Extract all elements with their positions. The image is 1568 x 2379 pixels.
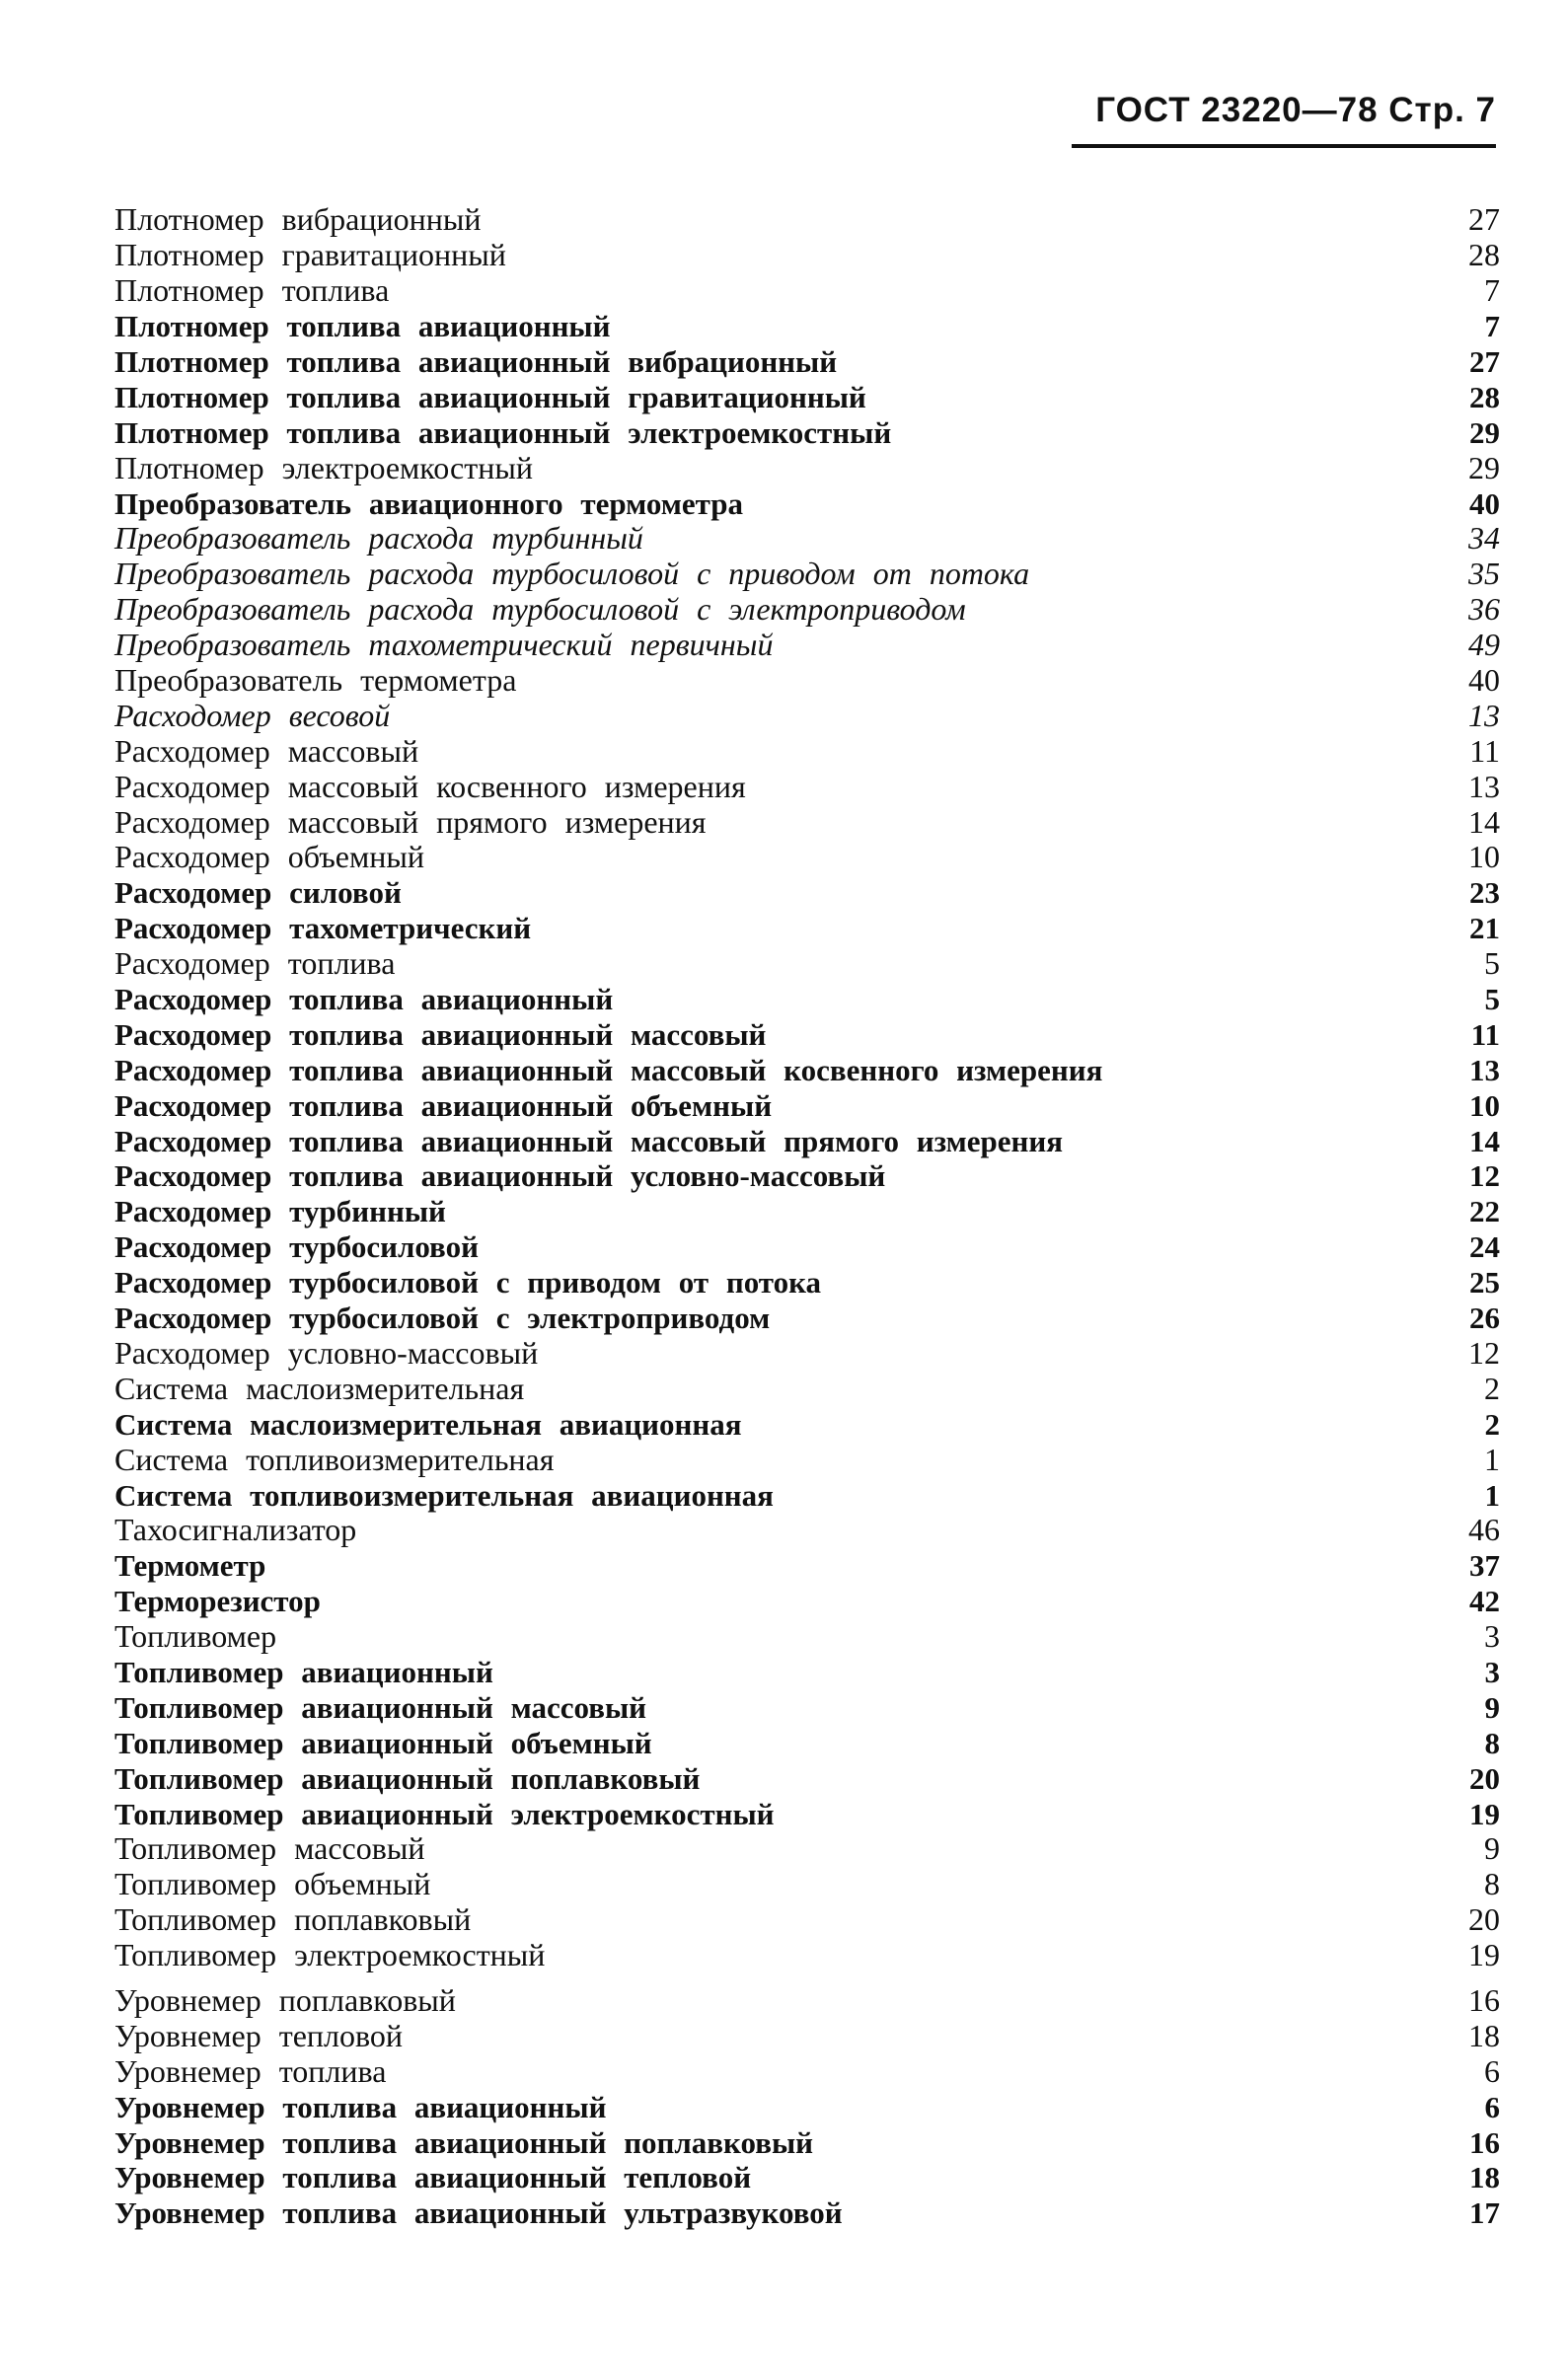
index-term: Плотномер электроемкостный: [114, 449, 533, 485]
index-term: Топливомер авиационный массовый: [114, 1689, 647, 1725]
index-page-number: 9: [1484, 1689, 1500, 1725]
index-entry: [114, 911, 1500, 946]
index-entry: [114, 1584, 1500, 1619]
index-page-number: 40: [1469, 485, 1500, 521]
index-page-number: 5: [1484, 982, 1500, 1017]
index-page-number: 6: [1484, 2089, 1500, 2124]
index-entry: [114, 946, 1500, 982]
index-term: Плотномер гравитационный: [114, 237, 506, 273]
index-term: Преобразователь расхода турбосиловой с приводом от потока: [114, 556, 1030, 592]
index-entry: [114, 1406, 1500, 1442]
index-entry: [114, 2053, 1500, 2089]
index-page-number: 16: [1469, 2124, 1500, 2160]
index-page-number: 14: [1468, 803, 1500, 840]
index-term: Уровнемер топлива авиационный: [114, 2089, 607, 2124]
index-term: Расходомер массовый прямого измерения: [114, 803, 707, 840]
index-page-number: 36: [1468, 591, 1500, 628]
index-page-number: 10: [1468, 839, 1500, 875]
index-term: Уровнемер топлива авиационный тепловой: [114, 2160, 752, 2195]
index-term: Расходомер турбинный: [114, 1194, 446, 1229]
index-term: Расходомер топлива авиационный: [114, 982, 614, 1017]
index-entry: [114, 414, 1500, 450]
index-term: Уровнемер топлива авиационный поплавковый: [114, 2124, 814, 2160]
index-term: Плотномер топлива авиационный электроемкостный: [114, 414, 892, 450]
index-page-number: 8: [1484, 1866, 1500, 1902]
index-term: Уровнемер топлива: [114, 2052, 387, 2089]
index-page-number: 5: [1484, 945, 1500, 982]
index-page-number: 7: [1484, 272, 1500, 309]
index-term: Плотномер топлива авиационный гравитационный: [114, 379, 866, 414]
index-term: Преобразователь термометра: [114, 662, 517, 699]
index-term: Плотномер топлива: [114, 272, 390, 309]
index-entry: [114, 733, 1500, 769]
index-entry: [114, 2018, 1500, 2053]
index-entry: [114, 1725, 1500, 1760]
index-page-number: 11: [1469, 732, 1500, 769]
index-term: Расходомер силовой: [114, 875, 402, 911]
index-entry: [114, 485, 1500, 521]
index-term: Расходомер тахометрический: [114, 911, 532, 946]
index-page-number: 6: [1484, 2052, 1500, 2089]
index-term: Расходомер топлива авиационный массовый косвенного измерения: [114, 1052, 1103, 1087]
index-entry: [114, 982, 1500, 1017]
index-entry: [114, 1087, 1500, 1123]
index-term: Преобразователь тахометрический первичный: [114, 627, 774, 663]
index-entry: [114, 1548, 1500, 1584]
index-page-number: 34: [1468, 520, 1500, 557]
index-entry: [114, 1371, 1500, 1406]
index-term: Расходомер условно-массовый: [114, 1334, 539, 1371]
index-entry: [114, 769, 1500, 804]
index-term: Топливомер авиационный объемный: [114, 1725, 652, 1760]
index-entry: [114, 1938, 1500, 1973]
page-header-title: ГОСТ 23220—78 Стр. 7: [1095, 91, 1496, 129]
index-entry: [114, 1229, 1500, 1265]
index-page-number: 12: [1468, 1334, 1500, 1371]
index-page-number: 19: [1468, 1937, 1500, 1973]
index-term: Расходомер топлива авиационный массовый прямого измерения: [114, 1123, 1064, 1158]
index-term: Расходомер топлива: [114, 945, 396, 982]
index-page-number: 18: [1468, 2017, 1500, 2053]
index-term: Термометр: [114, 1548, 266, 1584]
index-entry: [114, 2124, 1500, 2160]
index-page-number: 29: [1469, 414, 1500, 450]
index-term: Расходомер весовой: [114, 697, 391, 733]
index-term: Тахосигнализатор: [114, 1512, 357, 1548]
index-page-number: 12: [1469, 1158, 1500, 1194]
index-page-number: 17: [1469, 2195, 1500, 2231]
index-term: Уровнемер тепловой: [114, 2017, 404, 2053]
index-page-number: 37: [1469, 1548, 1500, 1584]
index-entry: [114, 1902, 1500, 1938]
index-entry: [114, 1983, 1500, 2019]
index-term: Расходомер турбосиловой с электроприводом: [114, 1301, 771, 1336]
page-header: [1056, 91, 1496, 152]
index-entry: [114, 1265, 1500, 1301]
index-page-number: 7: [1484, 309, 1500, 344]
index-term: Расходомер массовый косвенного измерения: [114, 768, 746, 804]
index-page-number: 42: [1469, 1584, 1500, 1619]
index-page-number: 46: [1468, 1512, 1500, 1548]
index-entry: [114, 628, 1500, 663]
index-page-number: 27: [1468, 201, 1500, 238]
index-entry: [114, 521, 1500, 557]
index-page-number: 16: [1468, 1981, 1500, 2018]
index-entry: [114, 1052, 1500, 1087]
index-term: Топливомер электроемкостный: [114, 1937, 546, 1973]
index-entry: [114, 1123, 1500, 1158]
index-term: Плотномер топлива авиационный вибрационный: [114, 344, 838, 379]
index-term: Система топливоизмерительная авиационная: [114, 1477, 774, 1513]
index-term: Система топливоизмерительная: [114, 1441, 555, 1477]
index-entry: [114, 2160, 1500, 2195]
index-term: Топливомер массовый: [114, 1830, 425, 1867]
index-term: Расходомер топлива авиационный объемный: [114, 1087, 773, 1123]
index-term: Топливомер поплавковый: [114, 1901, 472, 1938]
index-page-number: 22: [1469, 1194, 1500, 1229]
index-term: Топливомер авиационный электроемкостный: [114, 1796, 775, 1831]
index-page-number: 20: [1468, 1901, 1500, 1938]
index-entry: [114, 1477, 1500, 1513]
index-page-number: 28: [1468, 237, 1500, 273]
index-page-number: 1: [1484, 1441, 1500, 1477]
index-term: Расходомер турбосиловой с приводом от потока: [114, 1265, 822, 1301]
index-page-number: 25: [1469, 1265, 1500, 1301]
index-entry: [114, 1796, 1500, 1831]
index-entry: [114, 309, 1500, 344]
index-entry: [114, 1301, 1500, 1336]
index-term: Терморезистор: [114, 1584, 321, 1619]
index-term: Расходомер топлива авиационный условно-массовый: [114, 1158, 886, 1194]
index-term: Система маслоизмерительная авиационная: [114, 1406, 742, 1442]
index-term: Топливомер авиационный поплавковый: [114, 1760, 701, 1796]
index-page-number: 11: [1470, 1016, 1500, 1052]
index-term: Топливомер: [114, 1618, 277, 1655]
index-entry: [114, 1689, 1500, 1725]
index-entry: [114, 1336, 1500, 1372]
index-entry: [114, 557, 1500, 592]
index-entry: [114, 1513, 1500, 1548]
index-page-number: 9: [1484, 1830, 1500, 1867]
index-entry: [114, 1619, 1500, 1655]
index-page-number: 3: [1484, 1618, 1500, 1655]
index-entry: [114, 698, 1500, 733]
index-page-number: 2: [1484, 1406, 1500, 1442]
index-entry: [114, 1194, 1500, 1229]
index-page-number: 35: [1468, 556, 1500, 592]
index-page-number: 18: [1469, 2160, 1500, 2195]
index-page-number: 40: [1468, 662, 1500, 699]
index-page-number: 14: [1469, 1123, 1500, 1158]
index-entry: [114, 2195, 1500, 2231]
index-page-number: 21: [1469, 911, 1500, 946]
index-entry: [114, 1655, 1500, 1690]
index-entry: [114, 804, 1500, 840]
index-entry: [114, 663, 1500, 699]
index-list: [114, 202, 1500, 2231]
index-entry: [114, 840, 1500, 875]
index-page-number: 10: [1469, 1087, 1500, 1123]
index-term: Топливомер объемный: [114, 1866, 431, 1902]
index-entry: [114, 273, 1500, 309]
index-term: Расходомер топлива авиационный массовый: [114, 1016, 767, 1052]
index-term: Уровнемер поплавковый: [114, 1981, 456, 2018]
index-page-number: 1: [1484, 1477, 1500, 1513]
index-term: Плотномер вибрационный: [114, 201, 482, 238]
index-page-number: 13: [1468, 697, 1500, 733]
index-page-number: 27: [1469, 344, 1500, 379]
index-page-number: 13: [1468, 768, 1500, 804]
index-page-number: 20: [1469, 1760, 1500, 1796]
index-page-number: 23: [1469, 875, 1500, 911]
index-entry: [114, 379, 1500, 414]
index-page-number: 29: [1468, 449, 1500, 485]
index-entry: [114, 875, 1500, 911]
index-term: Преобразователь расхода турбинный: [114, 520, 643, 557]
index-entry: [114, 592, 1500, 628]
index-term: Преобразователь авиационного термометра: [114, 485, 744, 521]
index-entry: [114, 1867, 1500, 1902]
index-term: Топливомер авиационный: [114, 1654, 493, 1689]
index-page-number: 28: [1469, 379, 1500, 414]
index-page-number: 3: [1484, 1654, 1500, 1689]
index-page-number: 19: [1469, 1796, 1500, 1831]
index-entry: [114, 2089, 1500, 2124]
index-term: Система маслоизмерительная: [114, 1370, 525, 1406]
index-term: Расходомер объемный: [114, 839, 424, 875]
index-term: Плотномер топлива авиационный: [114, 309, 611, 344]
header-divider: [1072, 144, 1496, 148]
index-entry: [114, 1831, 1500, 1867]
index-entry: [114, 450, 1500, 485]
index-term: Расходомер массовый: [114, 732, 419, 769]
index-entry: [114, 344, 1500, 380]
index-entry: [114, 202, 1500, 238]
index-page-number: 26: [1469, 1301, 1500, 1336]
index-term: Уровнемер топлива авиационный ультразвуковой: [114, 2195, 843, 2231]
index-term: Расходомер турбосиловой: [114, 1229, 479, 1265]
index-entry: [114, 1158, 1500, 1194]
index-term: Преобразователь расхода турбосиловой с электроприводом: [114, 591, 966, 628]
index-entry: [114, 1442, 1500, 1477]
index-entry: [114, 1760, 1500, 1796]
index-page-number: 13: [1469, 1052, 1500, 1087]
index-page-number: 24: [1469, 1229, 1500, 1265]
index-entry: [114, 238, 1500, 273]
index-page-number: 49: [1468, 627, 1500, 663]
index-entry: [114, 1016, 1500, 1052]
index-page-number: 8: [1484, 1725, 1500, 1760]
index-page-number: 2: [1484, 1370, 1500, 1406]
